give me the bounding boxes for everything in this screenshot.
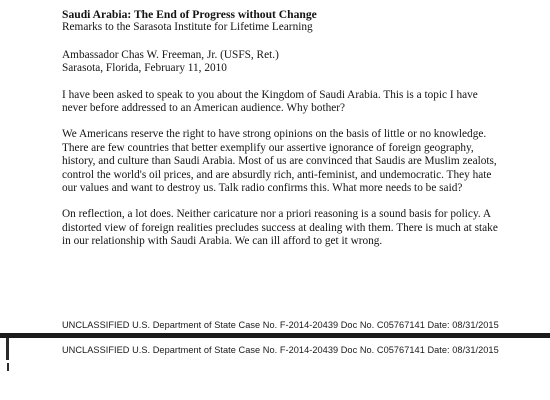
page-break-divider xyxy=(0,333,550,338)
document-body xyxy=(62,8,532,262)
speaker-line: Ambassador Chas W. Freeman, Jr. (USFS, Ret.) xyxy=(62,48,279,61)
paragraph-1 xyxy=(62,89,532,116)
paragraph-line: history, and culture than Saudi Arabia. Most of us are convinced that Saudis are Muslim zealots, xyxy=(62,155,497,168)
declassification-footer: UNCLASSIFIED U.S. Department of State Case No. F-2014-20439 Doc No. C05767141 Date: 08/31/2015 xyxy=(62,320,499,330)
paragraph-line: our values and want to destroy us. Talk radio confirms this. What more needs to be said? xyxy=(62,182,463,195)
paragraph-line: in our relationship with Saudi Arabia. We can ill afford to get it wrong. xyxy=(62,235,383,248)
scan-margin-mark xyxy=(6,338,9,360)
paragraph-line: We Americans reserve the right to have strong opinions on the basis of little or no knowledge. xyxy=(62,128,487,141)
paragraph-line: never before addressed to an American audience. Why bother? xyxy=(62,102,346,115)
document-title: Saudi Arabia: The End of Progress without Change xyxy=(62,8,317,21)
paragraph-line: There are few countries that better exemplify our assertive ignorance of foreign geography, xyxy=(62,141,474,154)
paragraph-line: I have been asked to speak to you about the Kingdom of Saudi Arabia. This is a topic I have xyxy=(62,88,478,101)
paragraph-3 xyxy=(62,208,532,248)
scan-margin-mark xyxy=(7,363,9,371)
paragraph-line: distorted view of foreign realities precludes success at dealing with them. There is much at stake xyxy=(62,221,498,234)
place-date-line: Sarasota, Florida, February 11, 2010 xyxy=(62,62,227,75)
document-subtitle: Remarks to the Sarasota Institute for Lifetime Learning xyxy=(62,21,313,34)
declassification-footer: UNCLASSIFIED U.S. Department of State Case No. F-2014-20439 Doc No. C05767141 Date: 08/31/2015 xyxy=(62,345,499,355)
paragraph-line: control the world's oil prices, and are absurdly rich, anti-feminist, and undemocratic. They hate xyxy=(62,168,492,181)
paragraph-line: On reflection, a lot does. Neither caricature nor a priori reasoning is a sound basis for policy. A xyxy=(62,208,492,221)
paragraph-2 xyxy=(62,128,532,195)
